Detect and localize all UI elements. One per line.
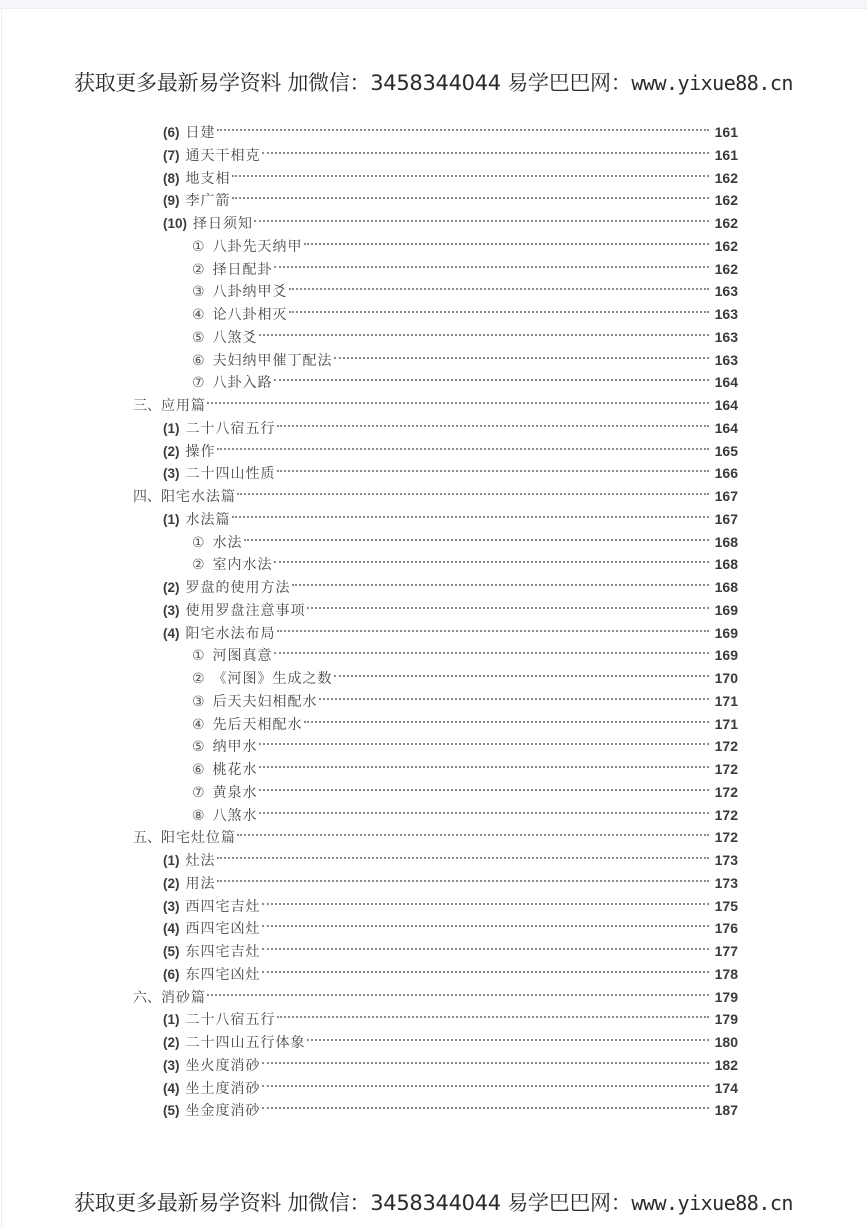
- toc-entry-title: 通天干相克: [185, 148, 261, 164]
- toc-entry-marker: ④: [192, 307, 205, 323]
- header-watermark: [0, 67, 867, 97]
- toc-entry[interactable]: [163, 593, 738, 619]
- toc-entry-marker: (6): [163, 967, 180, 982]
- toc-entry-page-number: 162: [714, 170, 738, 186]
- toc-dot-leader: [289, 274, 709, 296]
- toc-entry[interactable]: [192, 684, 738, 710]
- toc-entry-marker: (4): [163, 921, 180, 936]
- toc-entry-title: 消砂篇: [161, 990, 206, 1006]
- toc-entry-title: 阳宅灶位篇: [161, 830, 236, 846]
- toc-entry[interactable]: [163, 1093, 738, 1119]
- toc-entry[interactable]: [192, 297, 738, 323]
- toc-entry-page-number: 172: [714, 738, 738, 754]
- toc-dot-leader: [217, 866, 710, 888]
- toc-entry-title: 东四宅吉灶: [185, 944, 261, 960]
- toc-dot-leader: [277, 1002, 710, 1024]
- toc-dot-leader: [259, 798, 709, 820]
- toc-entry[interactable]: [192, 798, 738, 824]
- toc-dot-leader: [262, 957, 710, 979]
- footer-watermark-text: 获取更多最新易学资料 加微信：3458344044 易学巴巴网：: [74, 1191, 632, 1215]
- toc-entry-page-number: 179: [714, 989, 738, 1005]
- toc-entry-marker: ③: [192, 284, 205, 300]
- toc-dot-leader: [277, 616, 710, 638]
- toc-entry-title: 黄泉水: [212, 785, 258, 801]
- toc-entry[interactable]: [163, 502, 738, 528]
- toc-entry-title: 水法: [212, 535, 243, 551]
- toc-entry[interactable]: [192, 525, 738, 551]
- toc-entry-title: 东四宅凶灶: [185, 967, 261, 983]
- toc-entry-page-number: 168: [714, 556, 738, 572]
- toc-entry-marker: (3): [163, 466, 180, 481]
- toc-entry[interactable]: [133, 388, 738, 414]
- toc-entry-title: 择日须知: [193, 216, 254, 232]
- toc-entry-page-number: 180: [714, 1034, 738, 1050]
- toc-entry-marker: (3): [163, 1058, 180, 1073]
- toc-entry-marker: (2): [163, 1035, 180, 1050]
- toc-entry[interactable]: [163, 843, 738, 869]
- toc-entry[interactable]: [192, 320, 738, 346]
- toc-entry-title: 李广箭: [185, 193, 231, 209]
- toc-entry-page-number: 187: [714, 1102, 738, 1118]
- toc-entry-page-number: 179: [714, 1011, 738, 1027]
- toc-entry[interactable]: [133, 980, 738, 1006]
- toc-entry-title: 灶法: [185, 853, 216, 869]
- toc-entry[interactable]: [163, 1025, 738, 1051]
- toc-entry[interactable]: [163, 434, 738, 460]
- toc-entry-page-number: 167: [714, 511, 738, 527]
- toc-entry-page-number: 163: [714, 329, 738, 345]
- toc-entry-title: 二十四山五行体象: [185, 1035, 306, 1051]
- toc-entry[interactable]: [163, 456, 738, 482]
- toc-entry-page-number: 171: [714, 693, 738, 709]
- toc-entry-marker: ⑥: [192, 762, 205, 778]
- toc-dot-leader: [262, 1071, 710, 1093]
- toc-dot-leader: [307, 1025, 710, 1047]
- toc-dot-leader: [232, 183, 710, 205]
- toc-entry-marker: 五、: [133, 830, 161, 846]
- viewer-top-strip: [0, 0, 867, 9]
- toc-entry[interactable]: [192, 661, 738, 687]
- toc-entry-marker: (1): [163, 853, 180, 868]
- toc-dot-leader: [244, 525, 709, 547]
- toc-dot-leader: [274, 547, 709, 569]
- toc-dot-leader: [334, 343, 709, 365]
- toc-entry[interactable]: [192, 775, 738, 801]
- toc-entry-page-number: 182: [714, 1057, 738, 1073]
- toc-entry-marker: (3): [163, 899, 180, 914]
- toc-entry[interactable]: [192, 343, 738, 369]
- toc-entry-page-number: 161: [714, 147, 738, 163]
- toc-entry-page-number: 173: [714, 875, 738, 891]
- toc-entry-marker: (5): [163, 1103, 180, 1118]
- toc-entry-title: 西四宅吉灶: [185, 899, 261, 915]
- toc-entry-page-number: 162: [714, 261, 738, 277]
- toc-entry-marker: ③: [192, 694, 205, 710]
- toc-entry-marker: ⑦: [192, 785, 205, 801]
- toc-entry-title: 桃花水: [212, 762, 258, 778]
- toc-entry-marker: 三、: [133, 398, 161, 414]
- toc-entry-title: 八卦纳甲爻: [212, 284, 288, 300]
- header-watermark-text: 获取更多最新易学资料 加微信：3458344044 易学巴巴网：: [74, 71, 632, 95]
- toc-entry-title: 先后天相配水: [212, 717, 303, 733]
- toc-entry-marker: (9): [163, 193, 180, 208]
- toc-entry-title: 地支相: [185, 171, 231, 187]
- toc-entry[interactable]: [192, 547, 738, 573]
- toc-dot-leader: [262, 1093, 710, 1115]
- toc-dot-leader: [207, 388, 709, 410]
- toc-dot-leader: [217, 843, 710, 865]
- toc-entry[interactable]: [163, 1048, 738, 1074]
- toc-entry-marker: (2): [163, 876, 180, 891]
- toc-dot-leader: [262, 1048, 710, 1070]
- toc-entry-marker: ②: [192, 671, 205, 687]
- toc-entry-title: 使用罗盘注意事项: [185, 603, 306, 619]
- toc-entry-title: 论八卦相灭: [212, 307, 288, 323]
- toc-entry-marker: (1): [163, 512, 180, 527]
- toc-entry-title: 八卦入路: [212, 375, 273, 391]
- toc-dot-leader: [259, 775, 709, 797]
- toc-entry[interactable]: [163, 138, 738, 164]
- toc-entry-title: 二十八宿五行: [185, 421, 276, 437]
- toc-entry-title: 择日配卦: [212, 262, 273, 278]
- toc-dot-leader: [262, 889, 710, 911]
- toc-entry-marker: ②: [192, 262, 205, 278]
- toc-dot-leader: [232, 161, 710, 183]
- toc-entry-page-number: 174: [714, 1080, 738, 1096]
- toc-dot-leader: [277, 411, 710, 433]
- toc-entry-title: 河图真意: [212, 648, 273, 664]
- toc-entry[interactable]: [163, 616, 738, 642]
- toc-entry-page-number: 163: [714, 283, 738, 299]
- toc-entry-title: 日建: [185, 125, 216, 141]
- toc-entry-page-number: 175: [714, 898, 738, 914]
- toc-entry-title: 室内水法: [212, 557, 273, 573]
- toc-dot-leader: [259, 729, 709, 751]
- toc-entry[interactable]: [163, 1002, 738, 1028]
- toc-entry[interactable]: [133, 820, 738, 846]
- toc-entry[interactable]: [192, 729, 738, 755]
- toc-entry-title: 八卦先天纳甲: [212, 239, 303, 255]
- toc-entry-page-number: 171: [714, 716, 738, 732]
- toc-dot-leader: [289, 297, 709, 319]
- toc-dot-leader: [232, 502, 710, 524]
- toc-entry-marker: (6): [163, 125, 180, 140]
- toc-dot-leader: [262, 911, 710, 933]
- toc-entry-page-number: 176: [714, 920, 738, 936]
- toc-entry-page-number: 172: [714, 784, 738, 800]
- toc-entry-title: 应用篇: [161, 398, 206, 414]
- toc-entry-page-number: 163: [714, 352, 738, 368]
- toc-entry-page-number: 162: [714, 192, 738, 208]
- toc-dot-leader: [262, 934, 710, 956]
- toc-entry[interactable]: [192, 365, 738, 391]
- toc-entry-title: 罗盘的使用方法: [185, 580, 291, 596]
- toc-entry-title: 坐土度消砂: [185, 1081, 261, 1097]
- toc-entry-marker: ②: [192, 557, 205, 573]
- toc-entry-marker: (2): [163, 444, 180, 459]
- toc-entry-page-number: 172: [714, 829, 738, 845]
- toc-entry-page-number: 164: [714, 374, 738, 390]
- toc-entry[interactable]: [163, 115, 738, 141]
- toc-entry-marker: (4): [163, 626, 180, 641]
- toc-entry-title: 纳甲水: [212, 739, 258, 755]
- toc-dot-leader: [304, 707, 709, 729]
- toc-entry-page-number: 169: [714, 647, 738, 663]
- toc-entry-page-number: 178: [714, 966, 738, 982]
- toc-entry-page-number: 168: [714, 534, 738, 550]
- toc-dot-leader: [207, 980, 709, 1002]
- toc-entry-title: 八煞水: [212, 808, 258, 824]
- toc-entry-marker: ⑥: [192, 353, 205, 369]
- toc-entry-page-number: 166: [714, 465, 738, 481]
- toc-dot-leader: [274, 252, 709, 274]
- toc-entry[interactable]: [163, 570, 738, 596]
- toc-entry-marker: ①: [192, 535, 205, 551]
- toc-entry-title: 用法: [185, 876, 216, 892]
- toc-dot-leader: [292, 570, 710, 592]
- toc-entry-page-number: 162: [714, 215, 738, 231]
- toc-entry-title: 二十八宿五行: [185, 1012, 276, 1028]
- toc-entry-marker: ⑦: [192, 375, 205, 391]
- toc-entry[interactable]: [163, 957, 738, 983]
- header-watermark-url: www.yixue88.cn: [631, 71, 793, 95]
- toc-dot-leader: [319, 684, 709, 706]
- toc-entry-page-number: 177: [714, 943, 738, 959]
- toc-entry-marker: 四、: [133, 489, 161, 505]
- toc-entry-page-number: 169: [714, 625, 738, 641]
- toc-dot-leader: [274, 365, 709, 387]
- toc-entry-marker: ①: [192, 239, 205, 255]
- toc-entry-marker: (8): [163, 171, 180, 186]
- toc-entry-marker: (7): [163, 148, 180, 163]
- toc-entry[interactable]: [192, 638, 738, 664]
- toc-entry-title: 夫妇纳甲催丁配法: [212, 353, 333, 369]
- toc-entry[interactable]: [163, 411, 738, 437]
- toc-dot-leader: [237, 479, 709, 501]
- toc-entry-marker: ⑤: [192, 739, 205, 755]
- toc-entry-page-number: 172: [714, 807, 738, 823]
- toc-entry-title: 后天夫妇相配水: [212, 694, 318, 710]
- toc-entry-title: 八煞爻: [212, 330, 258, 346]
- footer-watermark-url: www.yixue88.cn: [631, 1191, 793, 1215]
- toc-entry-page-number: 170: [714, 670, 738, 686]
- toc-entry-page-number: 167: [714, 488, 738, 504]
- toc-entry-page-number: 164: [714, 397, 738, 413]
- toc-entry-marker: (4): [163, 1081, 180, 1096]
- toc-entry[interactable]: [163, 161, 738, 187]
- toc-entry[interactable]: [163, 911, 738, 937]
- toc-entry-marker: (1): [163, 1012, 180, 1027]
- toc-entry[interactable]: [163, 934, 738, 960]
- toc-dot-leader: [217, 115, 710, 137]
- toc-entry-page-number: 168: [714, 579, 738, 595]
- toc-dot-leader: [334, 661, 709, 683]
- toc-dot-leader: [274, 638, 709, 660]
- toc-dot-leader: [277, 456, 710, 478]
- toc-entry[interactable]: [192, 752, 738, 778]
- toc-entry-marker: (5): [163, 944, 180, 959]
- toc-dot-leader: [254, 206, 709, 228]
- toc-dot-leader: [307, 593, 710, 615]
- toc-entry-page-number: 172: [714, 761, 738, 777]
- toc-entry-page-number: 163: [714, 306, 738, 322]
- toc-entry-marker: ⑤: [192, 330, 205, 346]
- toc-entry-page-number: 162: [714, 238, 738, 254]
- toc-dot-leader: [304, 229, 709, 251]
- toc-entry-page-number: 164: [714, 420, 738, 436]
- toc-entry-marker: (10): [163, 216, 188, 231]
- toc-entry-title: 阳宅水法布局: [185, 626, 276, 642]
- toc-entry[interactable]: [163, 183, 738, 209]
- toc-dot-leader: [217, 434, 710, 456]
- toc-entry-title: 操作: [185, 444, 216, 460]
- toc-entry-page-number: 165: [714, 443, 738, 459]
- toc-entry[interactable]: [163, 206, 738, 232]
- toc-entry[interactable]: [192, 707, 738, 733]
- toc-entry[interactable]: [163, 889, 738, 915]
- toc-entry-page-number: 161: [714, 124, 738, 140]
- footer-watermark: [0, 1187, 867, 1217]
- toc-dot-leader: [259, 752, 709, 774]
- toc-entry[interactable]: [192, 229, 738, 255]
- toc-entry[interactable]: [133, 479, 738, 505]
- toc-entry-marker: (3): [163, 603, 180, 618]
- toc-dot-leader: [259, 320, 709, 342]
- toc-entry-page-number: 173: [714, 852, 738, 868]
- toc-entry-title: 《河图》生成之数: [212, 671, 333, 687]
- toc-entry-title: 水法篇: [185, 512, 231, 528]
- toc-dot-leader: [262, 138, 710, 160]
- toc-entry-page-number: 169: [714, 602, 738, 618]
- toc-entry-marker: ①: [192, 648, 205, 664]
- toc-entry-title: 西四宅凶灶: [185, 921, 261, 937]
- toc-entry-marker: ④: [192, 717, 205, 733]
- toc-entry-title: 二十四山性质: [185, 466, 276, 482]
- toc-entry-marker: (2): [163, 580, 180, 595]
- toc-entry-title: 坐金度消砂: [185, 1103, 261, 1119]
- toc-entry-title: 坐火度消砂: [185, 1058, 261, 1074]
- toc-entry[interactable]: [163, 1071, 738, 1097]
- toc-entry[interactable]: [192, 252, 738, 278]
- toc-entry[interactable]: [163, 866, 738, 892]
- toc-dot-leader: [237, 820, 709, 842]
- toc-entry[interactable]: [192, 274, 738, 300]
- toc-entry-marker: ⑧: [192, 808, 205, 824]
- toc-entry-title: 阳宅水法篇: [161, 489, 236, 505]
- toc-entry-marker: (1): [163, 421, 180, 436]
- toc-entry-marker: 六、: [133, 990, 161, 1006]
